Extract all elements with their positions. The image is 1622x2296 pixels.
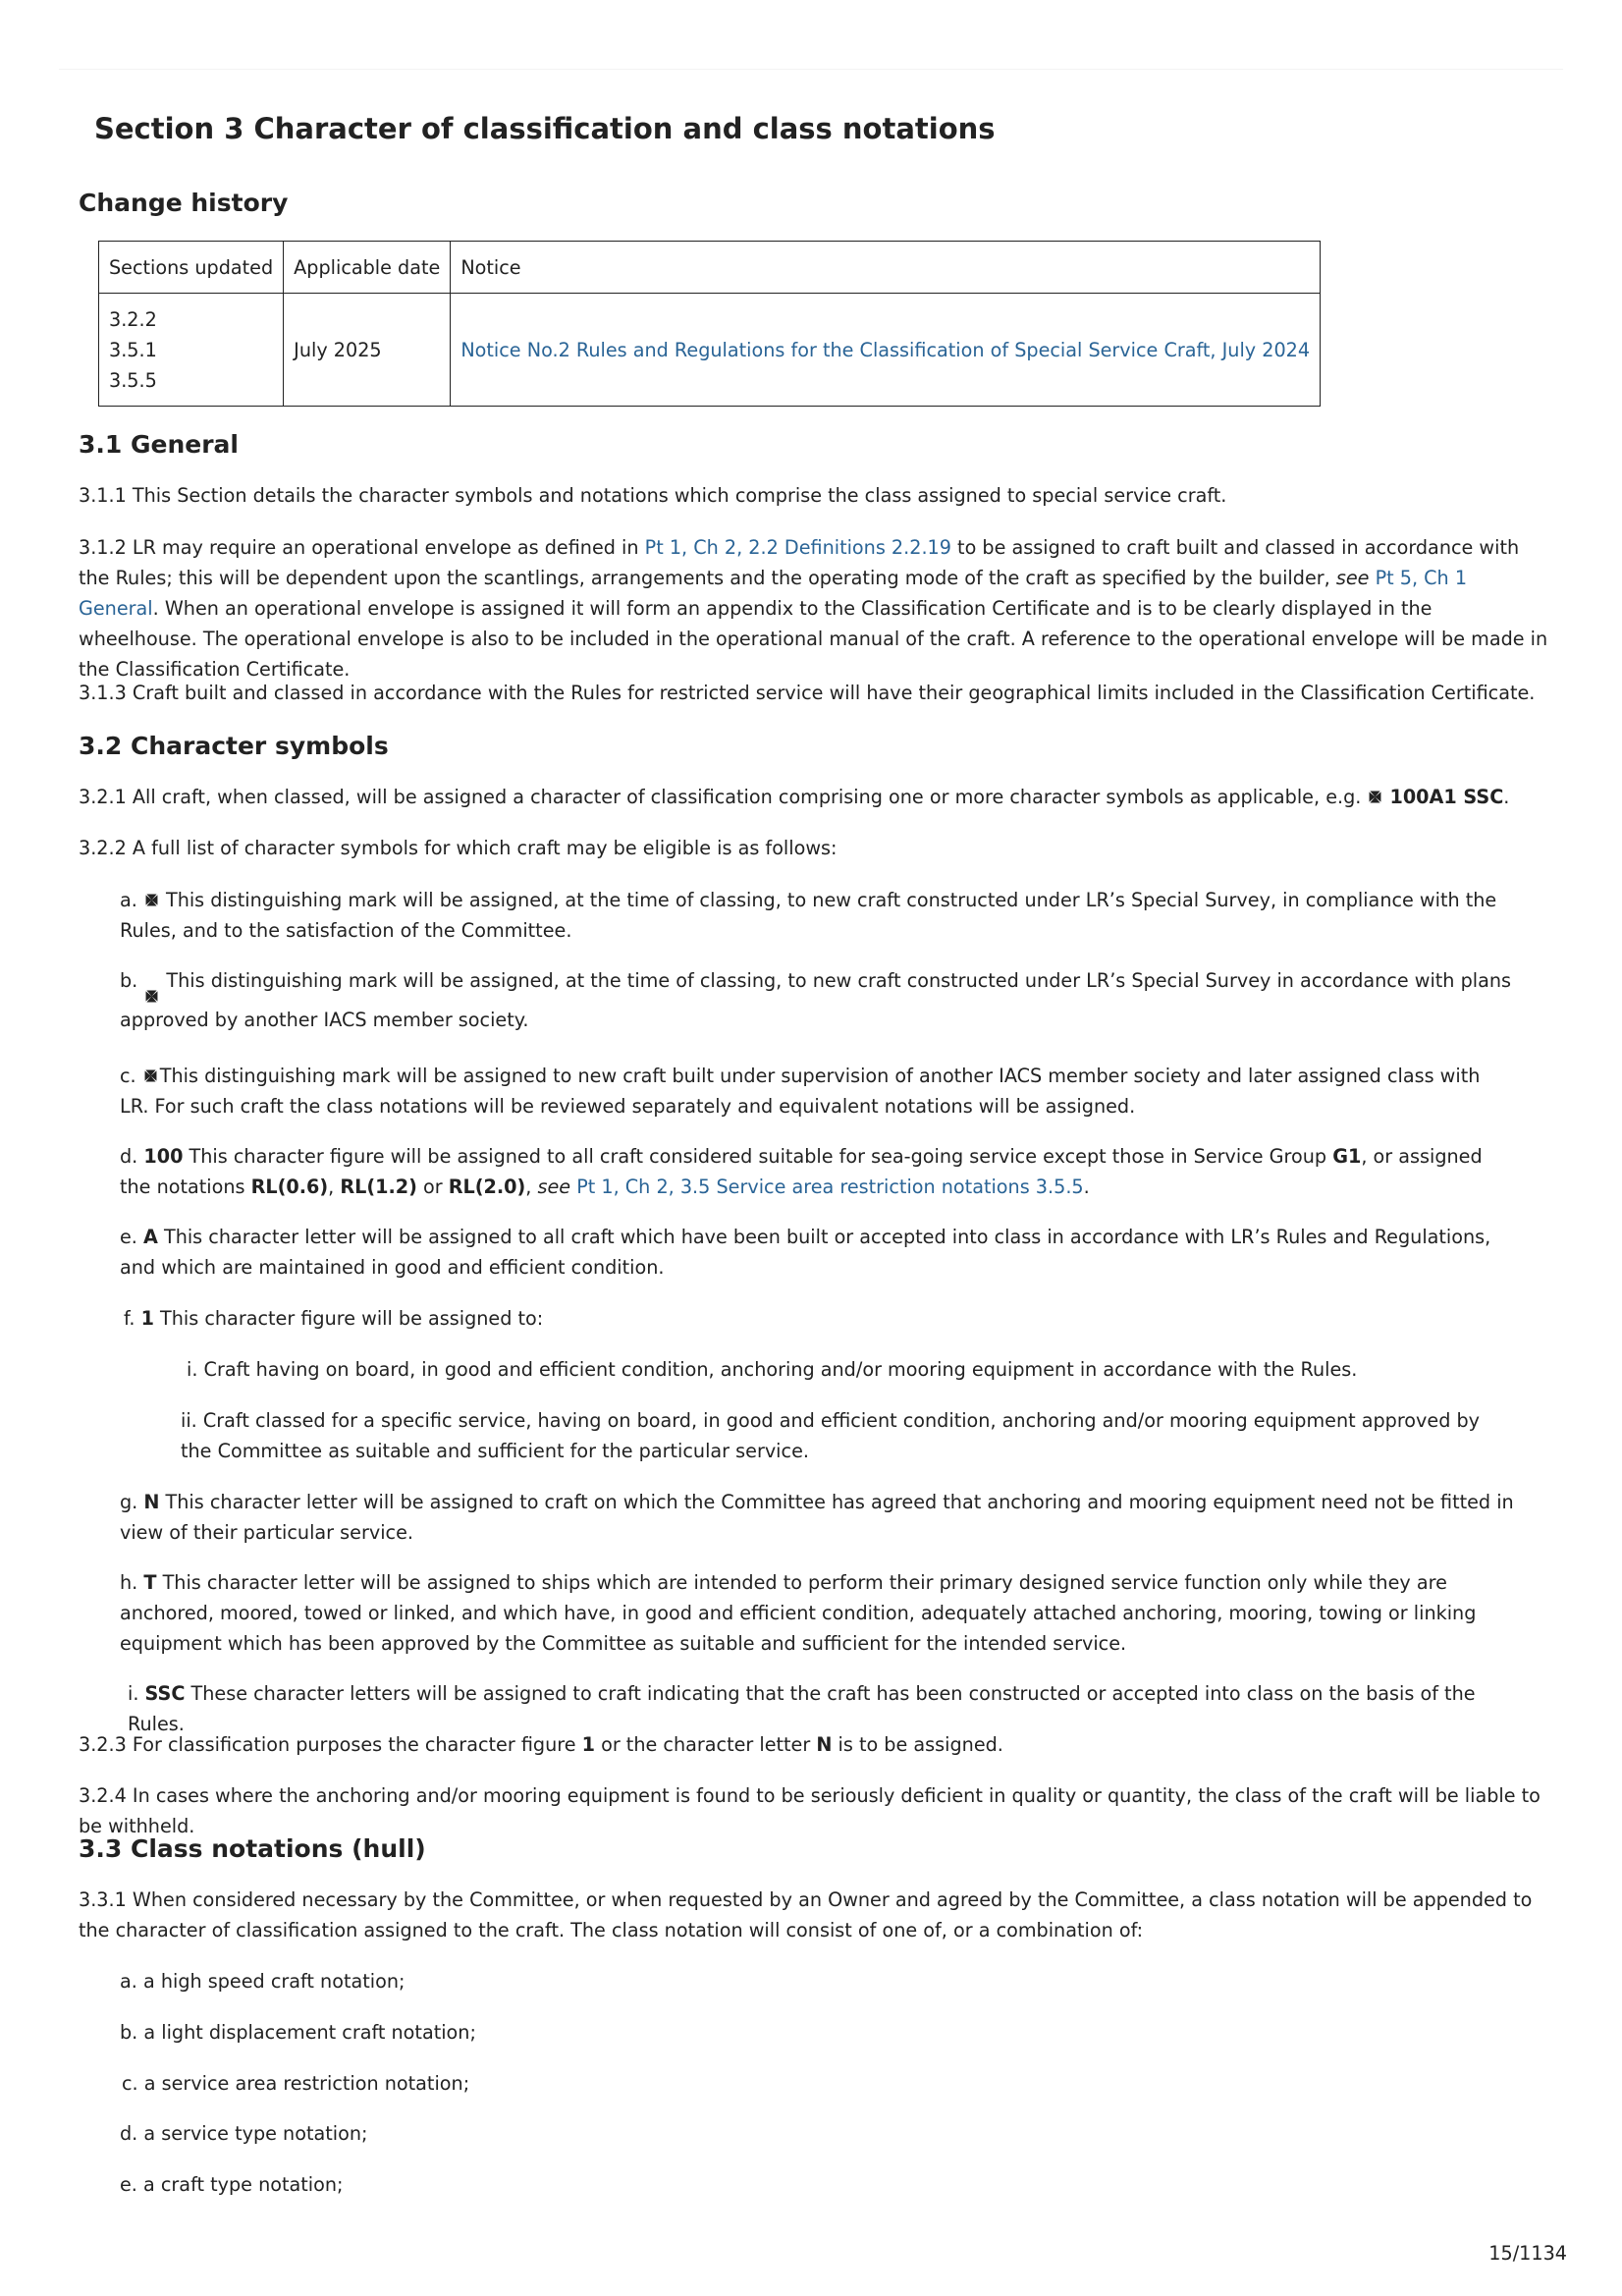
list-label: ii. [181,1409,197,1432]
list-text: These character letters will be assigned to craft indicating that the craft has been constructed or accepted into class on the basis of the Rules. [128,1682,1476,1735]
list-label: b. [120,2021,138,2044]
list-item [120,2017,1514,2048]
list-item [122,2068,1516,2099]
general-heading: 3.1 General [79,430,239,459]
list-text: a light displacement craft notation; [143,2021,476,2044]
para-3-1-2 [79,532,1551,684]
para-3-3-1: 3.3.1 When considered necessary by the Committee, or when requested by an Owner and agreed by the Committee, a class notation will be appended to the character of classification assigned to the craft. The class notation will consist of one of, or a combination of: [79,1888,1533,1941]
text: 3.1.2 LR may require an operational envelope as defined in [79,536,645,559]
list-item-f [124,1303,1518,1334]
list-item [120,1966,1514,1996]
maltese-cross-icon [142,1067,159,1084]
notation-rl20: RL(2.0) [448,1175,526,1198]
list-label: b. [120,969,138,992]
list-item-e [120,1222,1514,1283]
col-sections-updated: Sections updated [99,242,284,294]
notation-rl06: RL(0.6) [250,1175,329,1198]
notation-rl12: RL(1.2) [340,1175,417,1198]
sub-item-i [187,1354,1522,1385]
symbol-1: 1 [140,1307,154,1330]
section-ref: 3.5.1 [109,338,157,361]
para-3-1-3: 3.1.3 Craft built and classed in accordance with the Rules for restricted service will have their geographical limits included in the Classification Certificate. [79,682,1536,704]
list-item-h [120,1567,1514,1659]
list-text: This character letter will be assigned to craft on which the Committee has agreed that anchoring and mooring equipment need not be fitted in view of their particular service. [120,1491,1514,1544]
maltese-cross-icon [1367,789,1383,805]
section-ref: 3.2.2 [109,307,157,331]
symbol-a: A [143,1226,158,1248]
para-3-2-2: 3.2.2 A full list of character symbols for which craft may be eligible is as follows: [79,837,838,859]
list-label: f. [124,1307,135,1330]
list-text: This distinguishing mark will be assigned, at the time of classing, to new craft constructed under LR’s Special Survey, in compliance with the Rules, and to the satisfaction of the Committee. [120,889,1497,942]
notice-link[interactable]: Notice No.2 Rules and Regulations for the Classification of Special Service Craft, July 2024 [460,338,1311,361]
text: , [525,1175,538,1198]
cell-notice[interactable] [451,294,1321,407]
list-label: i. [187,1358,198,1381]
general-link[interactable]: Pt 5, Ch 1 General [79,567,1468,620]
table-row [99,294,1321,407]
change-history-table [98,241,1321,407]
service-group: G1 [1332,1145,1362,1168]
section-title: Section 3 Character of classification and class notations [94,112,996,145]
sub-item-ii [181,1405,1516,1466]
text: . When an operational envelope is assigned it will form an appendix to the Classification Certificate and is to be clearly displayed in the wheelhouse. The operational envelope is also to be included in the operational manual of the craft. A reference to the operational envelope will be made in the Classification Certificate. [79,597,1548,681]
list-label: g. [120,1491,138,1513]
list-item-g [120,1487,1514,1548]
page-number: 15/1134 [1488,2242,1567,2265]
cell-sections [99,294,284,407]
see-text: see [537,1175,571,1198]
list-text: This character letter will be assigned to all craft which have been built or accepted into class in accordance with LR’s Rules and Regulations, and which are maintained in good and efficient condition. [120,1226,1491,1279]
list-label: a. [120,1970,137,1993]
text: , [328,1175,335,1198]
symbol-t: T [143,1571,157,1594]
list-item [120,2169,1514,2200]
symbol-100: 100 [143,1145,184,1168]
maltese-cross-icon [143,988,160,1005]
list-label: c. [120,1065,136,1087]
service-area-link[interactable]: Pt 1, Ch 2, 3.5 Service area restriction notations 3.5.5 [576,1175,1084,1198]
definitions-link[interactable]: Pt 1, Ch 2, 2.2 Definitions 2.2.19 [644,536,951,559]
list-text: This character letter will be assigned to ships which are intended to perform their primary designed service function only while they are anchored, moored, towed or linked, and which have, in good and efficient condition, adequately attached anchoring, mooring, towing or linking equipment which has been approved by the Committee as suitable and sufficient for the intended service. [120,1571,1477,1655]
list-item-a [120,885,1514,946]
character-symbols-heading: 3.2 Character symbols [79,732,389,760]
change-history-heading: Change history [79,189,289,217]
list-label: i. [128,1682,139,1705]
list-label: d. [120,1145,138,1168]
list-item [120,2118,1514,2149]
list-label: e. [120,2173,137,2196]
cell-date: July 2025 [284,294,451,407]
col-applicable-date: Applicable date [284,242,451,294]
letter-n: N [816,1733,833,1756]
para-3-2-4: 3.2.4 In cases where the anchoring and/or mooring equipment is found to be seriously deficient in quality or quantity, the class of the craft will be liable to be withheld. [79,1784,1541,1837]
list-label: c. [122,2072,138,2095]
text: 3.2.3 For classification purposes the character figure [79,1733,582,1756]
class-example: 100A1 SSC [1389,786,1504,808]
table-header-row [99,242,1321,294]
text: . [1083,1175,1090,1198]
list-text: This distinguishing mark will be assigned, at the time of classing, to new craft constructed under LR’s Special Survey in accordance with plans approved by another IACS member society. [120,969,1511,1031]
list-text: This distinguishing mark will be assigned to new craft built under supervision of another IACS member society and later assigned class with LR. For such craft the class notations will be reviewed separately and equivalent notations will be assigned. [120,1065,1481,1118]
text: is to be assigned. [832,1733,1003,1756]
list-label: h. [120,1571,138,1594]
list-item-b [120,965,1514,1035]
list-text: a service area restriction notation; [143,2072,470,2095]
list-text: a high speed craft notation; [142,1970,406,1993]
list-text: This character figure will be assigned to: [153,1307,544,1330]
maltese-cross-icon [143,892,160,908]
see-text: see [1335,567,1370,589]
list-label: e. [120,1226,137,1248]
list-text: Craft classed for a specific service, having on board, in good and efficient condition, anchoring and/or mooring equipment approved by the Committee as suitable and sufficient for the particular service. [181,1409,1481,1462]
list-text: a service type notation; [143,2122,368,2145]
text: to be assigned to craft built and classed in accordance with the Rules; this will be dependent upon the scantlings, arrangements and the operating mode of the craft as specified by the builder, [79,536,1520,589]
list-item-d [120,1141,1514,1202]
text: 3.2.1 All craft, when classed, will be assigned a character of classification comprising one or more character symbols as applicable, e.g. [79,786,1368,808]
col-notice: Notice [451,242,1321,294]
para-3-2-1 [79,782,1551,812]
list-text: This character figure will be assigned to all craft considered suitable for sea-going service except those in Service Group [183,1145,1333,1168]
text: or [416,1175,449,1198]
list-text: , or assigned the notations [120,1145,1483,1198]
list-label: a. [120,889,137,911]
list-item-c [120,1061,1514,1121]
class-notations-heading: 3.3 Class notations (hull) [79,1834,426,1863]
para-3-2-3 [79,1729,1551,1760]
top-divider [59,69,1563,70]
symbol-n: N [143,1491,160,1513]
text: or the character letter [594,1733,817,1756]
section-ref: 3.5.5 [109,368,157,392]
list-text: a craft type notation; [143,2173,344,2196]
list-label: d. [120,2122,138,2145]
figure-1: 1 [581,1733,595,1756]
text: . [1503,786,1510,808]
symbol-ssc: SSC [144,1682,186,1705]
para-3-1-1: 3.1.1 This Section details the character symbols and notations which comprise the class assigned to special service craft. [79,484,1227,507]
list-text: Craft having on board, in good and efficient condition, anchoring and/or mooring equipment in accordance with the Rules. [203,1358,1358,1381]
